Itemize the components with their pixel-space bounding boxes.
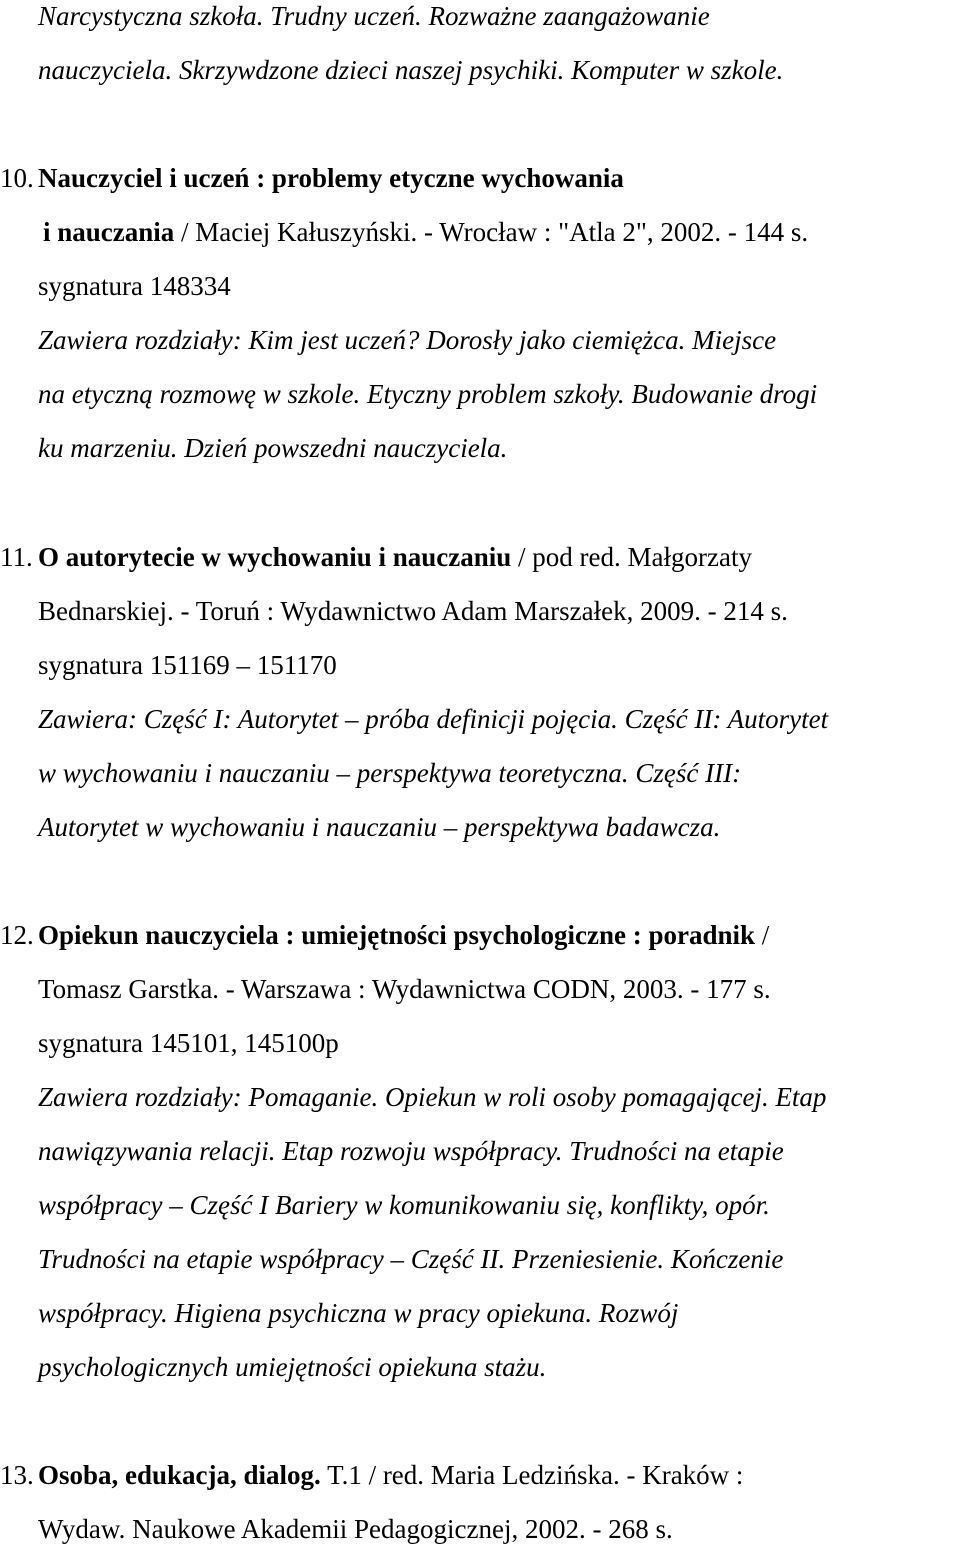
entry10-contents-line-1: Zawiera rozdziały: Kim jest uczeń? Dorosły jako ciemiężca. Miejsce: [38, 325, 777, 355]
entry12-contents-line-1: Zawiera rozdziały: Pomaganie. Opiekun w roli osoby pomagającej. Etap: [38, 1082, 827, 1112]
entry11-contents-line-2: w wychowaniu i nauczaniu – perspektywa teoretyczna. Część III:: [38, 758, 742, 788]
entry12-signature: sygnatura 145101, 145100p: [38, 1028, 339, 1058]
entry13-publication: Wydaw. Naukowe Akademii Pedagogicznej, 2002. - 268 s.: [38, 1514, 673, 1544]
entry9-contents-line-2: nauczyciela. Skrzywdzone dzieci naszej psychiki. Komputer w szkole.: [38, 55, 784, 85]
entry10-title-line-2: [0, 216, 960, 248]
entry12-contents-line-6: psychologicznych umiejętności opiekuna stażu.: [38, 1352, 547, 1382]
entry10-heading: [0, 162, 960, 194]
entry10-title-cont: i nauczania: [43, 217, 175, 247]
entry10-contents-line-2: na etyczną rozmowę w szkole. Etyczny problem szkoły. Budowanie drogi: [38, 379, 818, 409]
entry11-title: O autorytecie w wychowaniu i nauczaniu: [38, 542, 512, 572]
entry12-contents-line-3: współpracy – Część I Bariery w komunikowaniu się, konflikty, opór.: [38, 1190, 770, 1220]
entry13-title: Osoba, edukacja, dialog.: [38, 1460, 321, 1490]
entry11-contents-line-1: Zawiera: Część I: Autorytet – próba definicji pojęcia. Część II: Autorytet: [38, 704, 829, 734]
entry10-signature: sygnatura 148334: [38, 271, 231, 301]
entry13-heading: [0, 1459, 960, 1491]
entry10-contents-line-3: ku marzeniu. Dzień powszedni nauczyciela.: [38, 433, 508, 463]
entry11-publication: Bednarskiej. - Toruń : Wydawnictwo Adam Marszałek, 2009. - 214 s.: [38, 596, 788, 626]
entry10-publication: / Maciej Kałuszyński. - Wrocław : "Atla 2", 2002. - 144 s.: [174, 217, 809, 247]
entry13-editor: T.1 / red. Maria Ledzińska. - Kraków :: [320, 1460, 744, 1490]
entry11-heading: [0, 541, 960, 573]
entry12-heading: [0, 919, 960, 951]
entry12-publication: Tomasz Garstka. - Warszawa : Wydawnictwa CODN, 2003. - 177 s.: [38, 974, 771, 1004]
entry12-number: 12.: [0, 920, 34, 950]
entry12-contents-line-2: nawiązywania relacji. Etap rozwoju współpracy. Trudności na etapie: [38, 1136, 784, 1166]
entry11-editor: / pod red. Małgorzaty: [511, 542, 752, 572]
entry11-signature: sygnatura 151169 – 151170: [38, 650, 337, 680]
entry12-title: Opiekun nauczyciela : umiejętności psychologiczne : poradnik: [38, 920, 756, 950]
entry12-contents-line-5: współpracy. Higiena psychiczna w pracy opiekuna. Rozwój: [38, 1298, 679, 1328]
entry11-contents-line-3: Autorytet w wychowaniu i nauczaniu – perspektywa badawcza.: [38, 812, 721, 842]
entry12-contents-line-4: Trudności na etapie współpracy – Część II. Przeniesienie. Kończenie: [38, 1244, 784, 1274]
entry11-number: 11.: [0, 542, 33, 572]
entry10-title: Nauczyciel i uczeń : problemy etyczne wychowania: [38, 163, 624, 193]
entry13-number: 13.: [0, 1460, 34, 1490]
entry9-contents-line-1: Narcystyczna szkoła. Trudny uczeń. Rozważne zaangażowanie: [38, 1, 710, 31]
entry10-number: 10.: [0, 163, 34, 193]
entry12-slash: /: [755, 920, 770, 950]
